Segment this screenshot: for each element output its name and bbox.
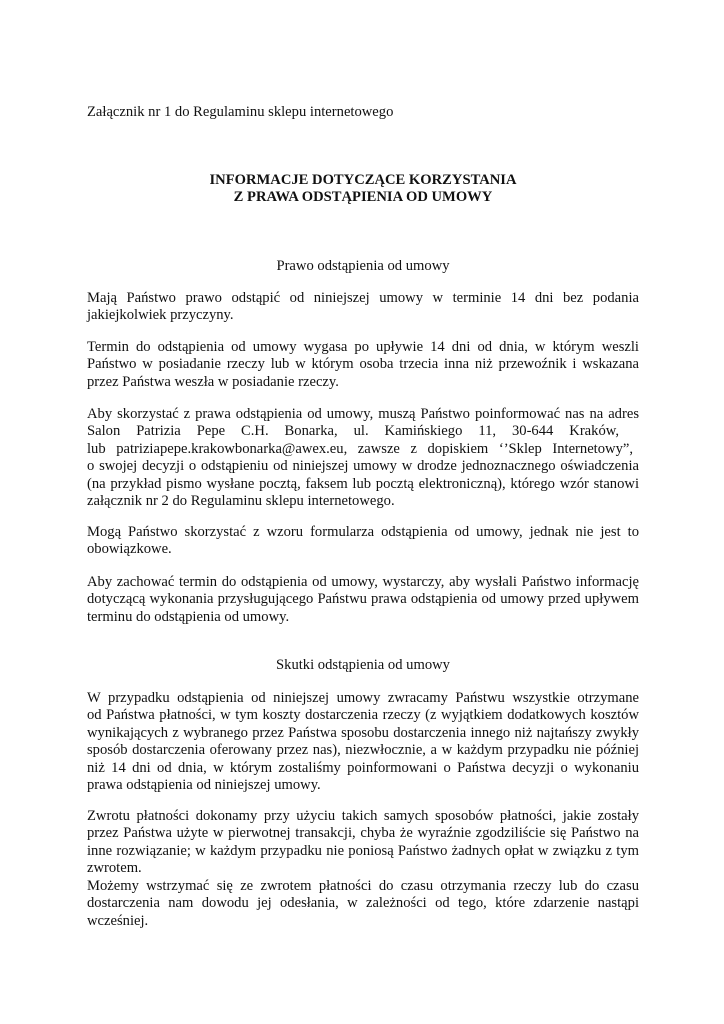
text-line: inne rozwiązanie; w każdym przypadku nie poniosą Państwo żadnych opłat w związku z tym <box>87 842 639 859</box>
text-line: Aby zachować termin do odstąpienia od umowy, wystarczy, aby wysłali Państwo informację <box>87 574 639 590</box>
paragraph-withhold-refund <box>87 878 639 930</box>
section-heading-effects: Skutki odstąpienia od umowy <box>276 657 450 673</box>
text-line: wcześniej. <box>87 912 149 929</box>
text-line: sposób dostarczenia oferowany przez nas), niezwłocznie, a w każdym przypadku nie później <box>87 742 639 759</box>
section-heading-withdrawal-right: Prawo odstąpienia od umowy <box>276 258 450 274</box>
text-line: Salon Patrizia Pepe C.H. Bonarka, ul. Kamińskiego 11, 30-644 Kraków, <box>87 423 619 440</box>
text-line: przez Państwa użyte w pierwotnej transakcji, chyba że wyraźnie zgodziliście się Państwo na <box>87 825 639 842</box>
text-line: przez Państwa weszła w posiadanie rzeczy. <box>87 373 339 390</box>
paragraph-how-to-withdraw <box>87 406 639 510</box>
paragraph-refund <box>87 690 639 794</box>
text-line: terminu do odstąpienia od umowy. <box>87 608 290 625</box>
paragraph-keep-deadline <box>87 574 639 626</box>
text-line: Państwo w posiadanie rzeczy lub w którym osoba trzecia inna niż przewoźnik i wskazana <box>87 356 639 373</box>
text-line: załącznik nr 2 do Regulaminu sklepu internetowego. <box>87 493 395 510</box>
paragraph-form-optional <box>87 524 639 559</box>
text-line: lub patriziapepe.krakowbonarka@awex.eu, zawsze z dopiskiem ‘’Sklep Internetowy”, <box>87 440 633 457</box>
paragraph-payment-method <box>87 808 639 878</box>
text-line: Termin do odstąpienia od umowy wygasa po upływie 14 dni od dnia, w którym weszli <box>87 339 639 355</box>
text-line: Mają Państwo prawo odstąpić od niniejszej umowy w terminie 14 dni bez podania <box>87 290 639 306</box>
paragraph-deadline <box>87 339 639 391</box>
text-line: (na przykład pismo wysłane pocztą, faksem lub pocztą elektroniczną), którego wzór stanowi <box>87 475 639 492</box>
paragraph-withdrawal-right <box>87 290 639 325</box>
document-title <box>87 172 639 207</box>
text-line: o swojej decyzji o odstąpieniu od niniejszej umowy w drodze jednoznacznego oświadczenia <box>87 458 639 475</box>
text-line: prawa odstąpienia od niniejszej umowy. <box>87 777 321 794</box>
text-line: obowiązkowe. <box>87 541 172 558</box>
text-line: Możemy wstrzymać się ze zwrotem płatności do czasu otrzymania rzeczy lub do czasu <box>87 878 639 894</box>
attachment-note: Załącznik nr 1 do Regulaminu sklepu internetowego <box>87 104 394 120</box>
text-line: dotyczącą wykonania przysługującego Państwu prawa odstąpienia od umowy przed upływem <box>87 591 639 608</box>
text-line: Aby skorzystać z prawa odstąpienia od umowy, muszą Państwo poinformować nas na adres <box>87 406 639 422</box>
title-line-1: INFORMACJE DOTYCZĄCE KORZYSTANIA <box>209 172 517 188</box>
text-line: Mogą Państwo skorzystać z wzoru formularza odstąpienia od umowy, jednak nie jest to <box>87 524 639 540</box>
text-line: wynikających z wybranego przez Państwa sposobu dostarczenia innego niż najtańszy zwykły <box>87 724 639 741</box>
text-line: W przypadku odstąpienia od niniejszej umowy zwracamy Państwu wszystkie otrzymane <box>87 690 639 706</box>
text-line: jakiejkolwiek przyczyny. <box>87 307 234 324</box>
title-line-2: Z PRAWA ODSTĄPIENIA OD UMOWY <box>233 189 493 206</box>
text-line: od Państwa płatności, w tym koszty dostarczenia rzeczy (z wyjątkiem dodatkowych kosztów <box>87 707 639 724</box>
text-line: dostarczenia nam dowodu jej odesłania, w zależności od tego, które zdarzenie nastąpi <box>87 895 639 912</box>
text-line: Zwrotu płatności dokonamy przy użyciu takich samych sposobów płatności, jakie zostały <box>87 808 639 824</box>
text-line: niż 14 dni od dnia, w którym zostaliśmy poinformowani o Państwa decyzji o wykonaniu <box>87 759 639 776</box>
text-line: zwrotem. <box>87 860 142 877</box>
